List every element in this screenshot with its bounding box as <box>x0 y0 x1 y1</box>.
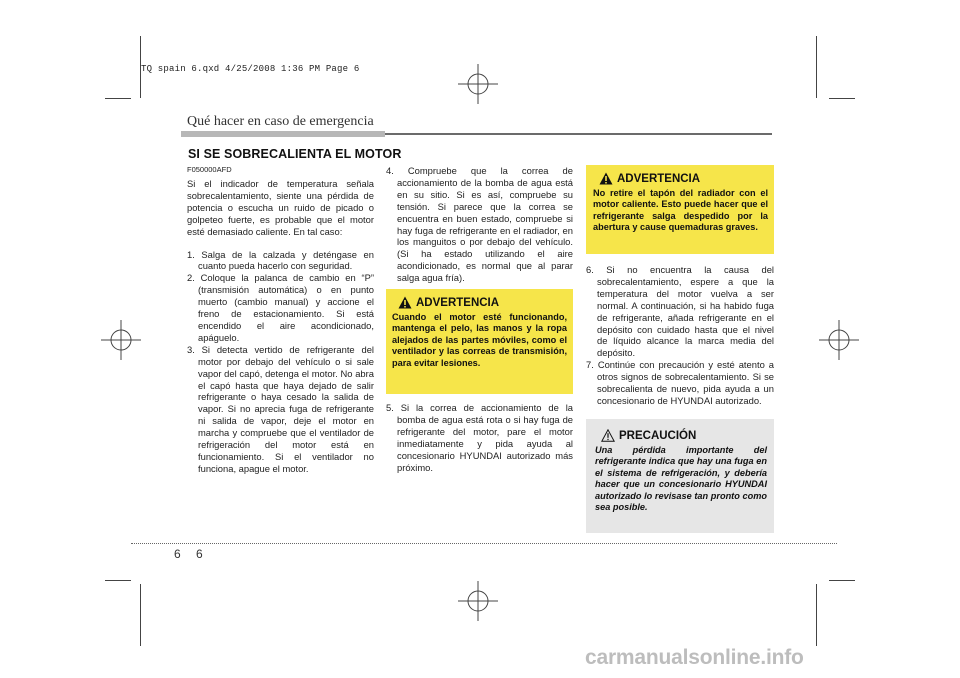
header-rule-tab <box>181 131 385 137</box>
warning-text: No retire el tapón del radiador con el motor caliente. Esto puede hacer que el refrigerante salga despedido por la abertura y cause quemaduras graves. <box>593 188 768 233</box>
print-slug: TQ spain 6.qxd 4/25/2008 1:36 PM Page 6 <box>141 64 360 74</box>
column-2 <box>386 165 573 284</box>
caution-text: Una pérdida importante del refrigerante indica que hay una fuga en el sistema de refrigeración, y debería hacer que un concesionario HYUNDAI autorizado lo revisase tan pronto como sea posible. <box>595 445 767 513</box>
warning-box-moving-parts <box>386 289 573 394</box>
registration-mark-icon <box>101 320 141 360</box>
caution-triangle-icon <box>601 429 615 442</box>
column-3 <box>586 264 774 407</box>
step-2: 2. Coloque la palanca de cambio en “P” (transmisión automática) o en punto muerto (cambio manual) y accione el freno de estacionamiento. Si está encendido el aire acondicionado, apáguelo. <box>187 272 374 343</box>
caution-box <box>586 419 774 533</box>
page-number: 6 6 <box>174 547 209 561</box>
footer-rule <box>131 543 837 544</box>
step-7: 7. Continúe con precaución y esté atento a otros signos de sobrecalentamiento. Si se sobrecalienta de nuevo, pida ayuda a un concesionario de HYUNDAI autorizado. <box>586 359 774 406</box>
reference-code: F050000AFD <box>187 165 232 174</box>
step-3: 3. Si detecta vertido de refrigerante del motor por debajo del vehículo o si sale vapor del capó, detenga el motor. No abra el capó hasta que haya dejado de salir refrigerante o haya cesado la salida de vapor. Si no aprecia fuga de refrigerante ni salida de vapor, deje el motor en marcha y compruebe que el ventilador de refrigeración del motor está en funcionamiento. Si el ventilador no funciona, apague el motor. <box>187 343 374 474</box>
registration-mark-icon <box>458 64 498 104</box>
intro-paragraph: Si el indicador de temperatura señala sobrecalentamiento, siente una pérdida de potencia o escucha un ruido de picado o golpeteo fuerte, es probable que el motor esté demasiado caliente. En tal caso: <box>187 178 374 237</box>
warning-text: Cuando el motor esté funcionando, mantenga el pelo, las manos y la ropa alejados de las partes móviles, como el ventilador y las correas de transmisión, para evitar lesiones. <box>392 312 567 368</box>
caution-title: PRECAUCIÓN <box>619 429 697 442</box>
warning-box-radiator-cap <box>586 165 774 254</box>
step-5: 5. Si la correa de accionamiento de la bomba de agua está rota o si hay fuga de refrigerante del motor, pare el motor inmediatamente y pida ayuda al concesionario HYUNDAI autorizado más próximo. <box>386 402 573 473</box>
warning-triangle-icon <box>398 296 412 309</box>
warning-title: ADVERTENCIA <box>617 172 701 185</box>
column-1 <box>187 165 374 475</box>
step-4: 4. Compruebe que la correa de accionamiento de la bomba de agua está en su sitio. Si es así, compruebe su tensión. Si parece que la correa se encuentra en buen estado, compruebe si hay fuga de refrigerante en el radiador, en los manguitos o por debajo del vehículo. (Si ha estado utilizando el aire acondicionado, es normal que al parar salga agua fría). <box>386 165 573 284</box>
watermark: carmanualsonline.info <box>585 646 804 669</box>
registration-mark-icon <box>458 581 498 621</box>
section-header: Qué hacer en caso de emergencia <box>187 114 374 129</box>
warning-triangle-icon <box>599 172 613 185</box>
page-title: SI SE SOBRECALIENTA EL MOTOR <box>188 147 402 161</box>
header-rule <box>385 133 772 135</box>
registration-mark-icon <box>819 320 859 360</box>
step-6: 6. Si no encuentra la causa del sobrecalentamiento, espere a que la temperatura del motor vuelva a ser normal. A continuación, si ha habido fuga de refrigerante, añada refrigerante en el depósito con cuidado hasta que el nivel de líquido alcance la marca media del depósito. <box>586 264 774 359</box>
column-2-lower <box>386 402 573 473</box>
step-1: 1. Salga de la calzada y deténgase en cuanto pueda hacerlo con seguridad. <box>187 248 374 272</box>
warning-title: ADVERTENCIA <box>416 296 500 309</box>
